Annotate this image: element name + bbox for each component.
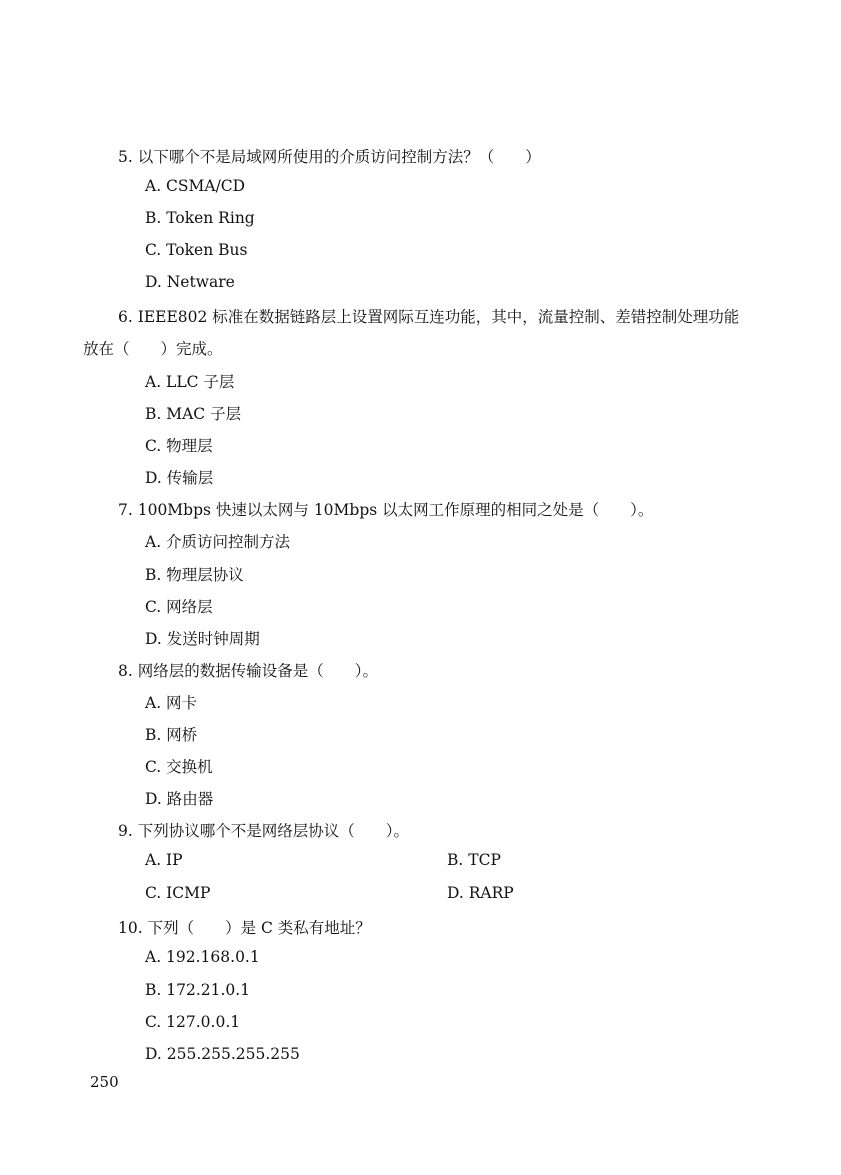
question-5-option-c: C. Token Bus [145,241,248,259]
question-7-option-b: B. 物理层协议 [145,566,244,584]
question-6-option-d: D. 传输层 [145,469,214,487]
question-6-stem-continuation: 放在（ ）完成。 [83,340,223,358]
question-10-option-c: C. 127.0.0.1 [145,1013,241,1031]
question-9-option-b: B. TCP [447,851,501,869]
page-number: 250 [90,1073,119,1091]
question-5-option-a: A. CSMA/CD [145,177,246,195]
question-10-option-a: A. 192.168.0.1 [145,948,260,966]
question-6-option-c: C. 物理层 [145,437,213,455]
question-6-stem: 6. IEEE802 标准在数据链路层上设置网际互连功能，其中，流量控制、差错控制处理功能 [118,308,740,326]
question-8-option-b: B. 网桥 [145,726,198,744]
question-5-option-d: D. Netware [145,273,235,291]
question-10-option-b: B. 172.21.0.1 [145,981,251,999]
question-8-stem: 8. 网络层的数据传输设备是（ ）。 [118,662,378,680]
question-7-stem: 7. 100Mbps 快速以太网与 10Mbps 以太网工作原理的相同之处是（ ）。 [118,501,654,519]
question-9-option-c: C. ICMP [145,884,211,902]
question-6-option-b: B. MAC 子层 [145,405,242,423]
question-7-option-a: A. 介质访问控制方法 [145,533,291,551]
question-9-option-a: A. IP [145,851,183,869]
question-5-stem: 5. 以下哪个不是局域网所使用的介质访问控制方法？（ ） [118,148,541,166]
question-9-option-d: D. RARP [447,884,514,902]
question-5-option-b: B. Token Ring [145,209,255,227]
question-9-stem: 9. 下列协议哪个不是网络层协议（ ）。 [118,822,409,840]
question-7-option-c: C. 网络层 [145,598,213,616]
question-10-stem: 10. 下列（ ）是 C 类私有地址？ [118,919,371,937]
question-8-option-c: C. 交换机 [145,758,213,776]
question-8-option-d: D. 路由器 [145,790,214,808]
question-6-option-a: A. LLC 子层 [145,373,235,391]
question-7-option-d: D. 发送时钟周期 [145,630,260,648]
question-8-option-a: A. 网卡 [145,694,198,712]
question-10-option-d: D. 255.255.255.255 [145,1045,300,1063]
